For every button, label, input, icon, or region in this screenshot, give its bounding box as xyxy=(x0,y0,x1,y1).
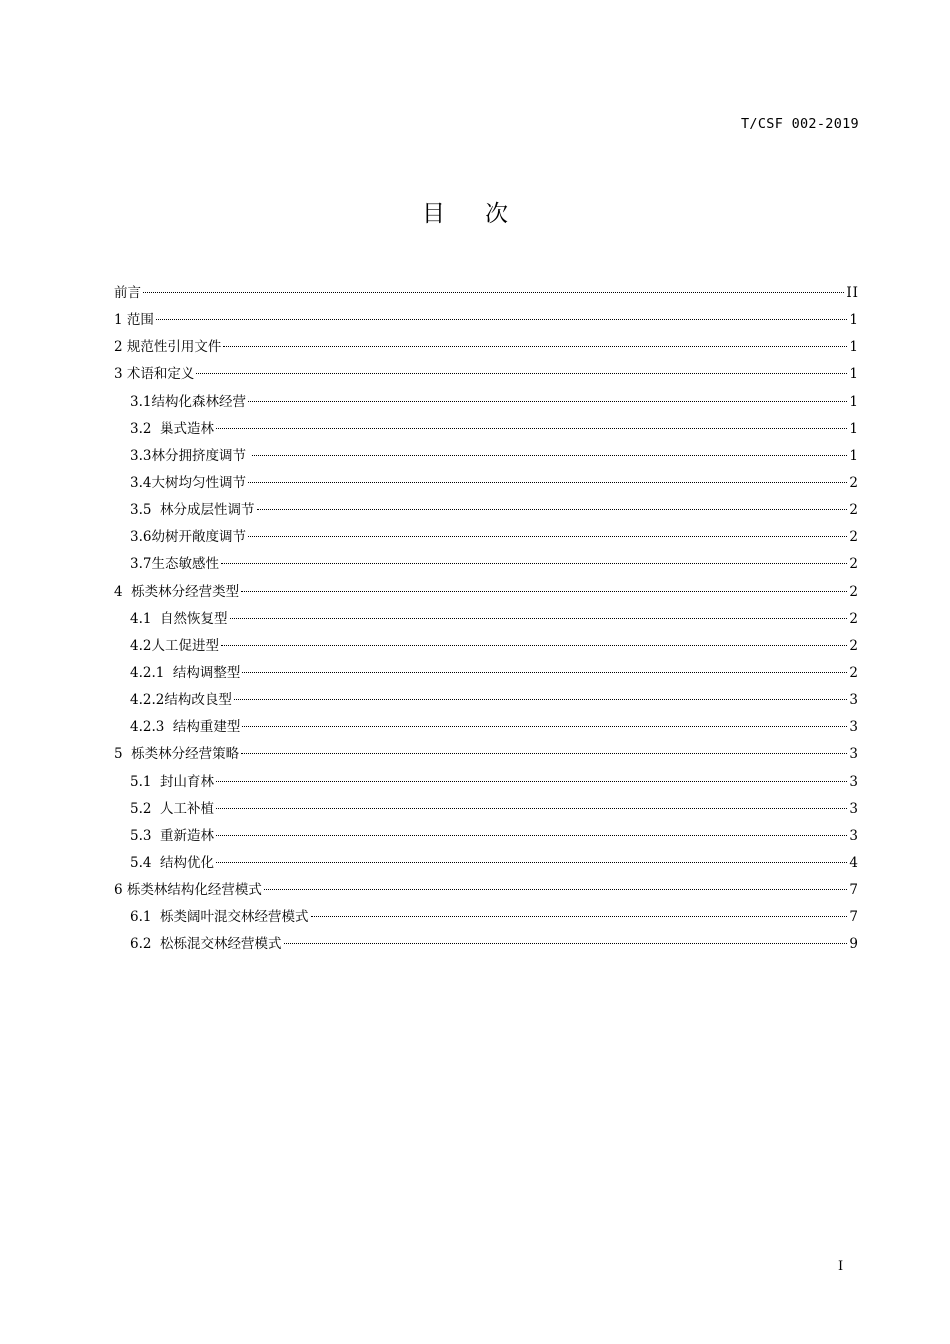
toc-dot-leader xyxy=(216,428,847,429)
toc-entry-label: 6 栎类林结构化经营模式 xyxy=(114,882,262,899)
toc-entry-page: 9 xyxy=(849,936,859,953)
toc-entry-page: 1 xyxy=(849,393,859,410)
toc-entry-label: 6.1 栎类阔叶混交林经营模式 xyxy=(130,909,309,926)
page-title: 目次 xyxy=(422,201,548,227)
toc-entry-label: 5.4 结构优化 xyxy=(130,854,215,871)
toc-entry[interactable] xyxy=(114,280,859,307)
toc-entry-page: 2 xyxy=(849,502,859,519)
toc-entry-label: 4.2人工促进型 xyxy=(130,637,219,654)
toc-dot-leader xyxy=(248,401,847,402)
toc-entry-label: 3.4大树均匀性调节 xyxy=(130,474,246,491)
toc-dot-leader xyxy=(221,563,847,564)
toc-dot-leader xyxy=(257,509,848,510)
toc-entry-page: 2 xyxy=(849,556,859,573)
toc-entry-label: 4.2.2结构改良型 xyxy=(130,692,232,709)
toc-entry[interactable] xyxy=(114,877,859,904)
toc-entry[interactable] xyxy=(114,904,859,931)
toc-entry-label: 5.3 重新造林 xyxy=(130,827,215,844)
toc-entry[interactable] xyxy=(114,769,859,796)
toc-entry-page: 3 xyxy=(849,827,859,844)
toc-dot-leader xyxy=(216,835,847,836)
toc-entry[interactable] xyxy=(114,307,859,334)
toc-entry-page: 2 xyxy=(849,529,859,546)
toc-entry[interactable] xyxy=(114,497,859,524)
toc-entry-label: 6.2 松栎混交林经营模式 xyxy=(130,936,282,953)
toc-entry-page: 7 xyxy=(849,882,859,899)
toc-entry[interactable] xyxy=(114,931,859,958)
toc-dot-leader xyxy=(234,699,848,700)
toc-entry-page: 3 xyxy=(849,800,859,817)
toc-entry-page: 7 xyxy=(849,909,859,926)
toc-dot-leader xyxy=(311,916,848,917)
toc-entry-page: 2 xyxy=(849,664,859,681)
toc-entry-page: 3 xyxy=(849,773,859,790)
toc-entry-label: 1 范围 xyxy=(114,312,154,329)
toc-dot-leader xyxy=(143,292,844,293)
toc-entry[interactable] xyxy=(114,389,859,416)
toc-entry[interactable] xyxy=(114,741,859,768)
toc-entry-label: 5.2 人工补植 xyxy=(130,800,215,817)
toc-entry[interactable] xyxy=(114,416,859,443)
toc-dot-leader xyxy=(241,753,847,754)
toc-dot-leader xyxy=(241,591,847,592)
toc-entry-label: 4 栎类林分经营类型 xyxy=(114,583,240,600)
toc-entry-label: 3.3林分拥挤度调节 xyxy=(130,447,251,464)
toc-entry[interactable] xyxy=(114,714,859,741)
toc-dot-leader xyxy=(216,781,847,782)
toc-entry[interactable] xyxy=(114,633,859,660)
toc-entry-page: 2 xyxy=(849,474,859,491)
toc-entry[interactable] xyxy=(114,823,859,850)
toc-entry-label: 4.2.3 结构重建型 xyxy=(130,719,241,736)
toc-dot-leader xyxy=(248,536,847,537)
toc-entry[interactable] xyxy=(114,361,859,388)
toc-entry-label: 5 栎类林分经营策略 xyxy=(114,746,240,763)
toc-entry-page: II xyxy=(846,285,859,301)
toc-entry-page: 1 xyxy=(849,339,859,356)
toc-dot-leader xyxy=(242,726,847,727)
document-code: T/CSF 002-2019 xyxy=(741,116,859,132)
toc-entry-label: 3.5 林分成层性调节 xyxy=(130,502,255,519)
toc-dot-leader xyxy=(223,346,847,347)
toc-entry-page: 1 xyxy=(849,312,859,329)
toc-entry-label: 3.1结构化森林经营 xyxy=(130,393,246,410)
toc-entry[interactable] xyxy=(114,796,859,823)
toc-entry[interactable] xyxy=(114,606,859,633)
toc-entry-label: 4.2.1 结构调整型 xyxy=(130,664,241,681)
toc-entry[interactable] xyxy=(114,660,859,687)
toc-entry-page: 3 xyxy=(849,692,859,709)
toc-entry-page: 4 xyxy=(849,854,859,871)
toc-entry-label: 3 术语和定义 xyxy=(114,366,195,383)
toc-dot-leader xyxy=(284,943,848,944)
toc-entry[interactable] xyxy=(114,470,859,497)
toc-dot-leader xyxy=(248,482,847,483)
toc-entry[interactable] xyxy=(114,443,859,470)
toc-entry-label: 3.2 巢式造林 xyxy=(130,420,215,437)
toc-entry-label: 3.6幼树开敞度调节 xyxy=(130,529,246,546)
toc-entry-page: 2 xyxy=(849,637,859,654)
toc-entry[interactable] xyxy=(114,334,859,361)
toc-dot-leader xyxy=(196,373,847,374)
toc-dot-leader xyxy=(216,808,847,809)
toc-entry[interactable] xyxy=(114,524,859,551)
toc-dot-leader xyxy=(216,862,847,863)
toc-entry-page: 3 xyxy=(849,719,859,736)
toc-entry-label: 4.1 自然恢复型 xyxy=(130,610,228,627)
toc-dot-leader xyxy=(264,889,848,890)
table-of-contents xyxy=(114,280,859,959)
toc-dot-leader xyxy=(230,618,848,619)
toc-dot-leader xyxy=(156,319,848,320)
toc-dot-leader xyxy=(252,455,847,456)
toc-entry[interactable] xyxy=(114,850,859,877)
toc-entry-page: 2 xyxy=(849,610,859,627)
toc-entry-page: 3 xyxy=(849,746,859,763)
toc-entry[interactable] xyxy=(114,687,859,714)
toc-entry-page: 1 xyxy=(849,420,859,437)
toc-entry-label: 2 规范性引用文件 xyxy=(114,339,222,356)
toc-entry-page: 2 xyxy=(849,583,859,600)
toc-entry-page: 1 xyxy=(849,447,859,464)
toc-entry[interactable] xyxy=(114,579,859,606)
toc-entry-label: 3.7生态敏感性 xyxy=(130,556,219,573)
toc-dot-leader xyxy=(221,645,847,646)
toc-entry-label: 5.1 封山育林 xyxy=(130,773,215,790)
toc-entry[interactable] xyxy=(114,551,859,578)
toc-entry-label: 前言 xyxy=(114,285,141,301)
toc-dot-leader xyxy=(242,672,847,673)
page-number: I xyxy=(838,1259,844,1274)
toc-entry-page: 1 xyxy=(849,366,859,383)
